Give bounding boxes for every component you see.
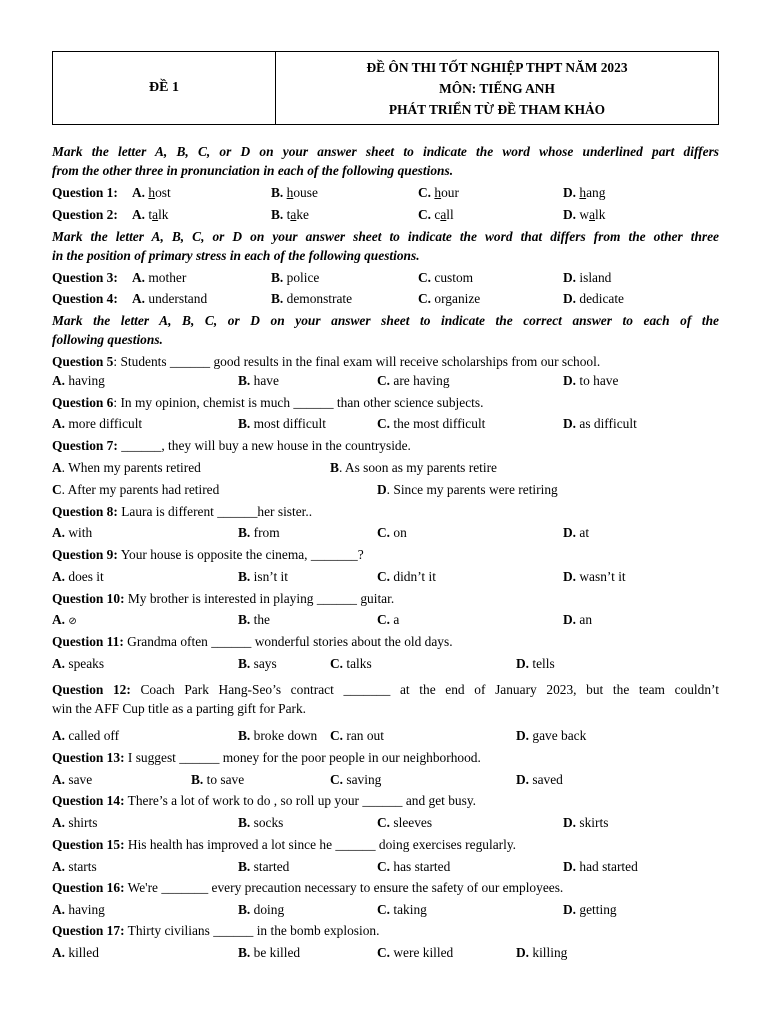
text-span: sleeves (393, 815, 433, 830)
text-span: saved (532, 772, 563, 787)
bold-label: Question 10: (52, 591, 125, 606)
text-span: had started (579, 859, 638, 874)
text-span: were killed (393, 945, 454, 960)
bold-label: Question 9: (52, 547, 118, 562)
bold-label: C. (377, 525, 391, 540)
bold-label: C. (330, 656, 344, 671)
answer-option (271, 183, 318, 202)
answer-option (377, 371, 450, 390)
text-span: Coach Park Hang-Seo’s contract _______ at the end of January 2023, but the team couldn’t (130, 682, 719, 697)
bold-label: A. (52, 728, 66, 743)
bold-label: B. (238, 728, 251, 743)
text-span: our (441, 185, 459, 200)
bold-label: D. (563, 815, 577, 830)
bold-label: C. (377, 569, 391, 584)
bold-label: A. (132, 185, 146, 200)
bold-label: C (52, 482, 62, 497)
bold-label: D. (563, 525, 577, 540)
text-span: : Students ______ good results in the final exam will receive scholarships from our school. (113, 354, 601, 369)
bold-label: A. (52, 612, 66, 627)
text-span: isn’t it (253, 569, 288, 584)
answer-option (330, 770, 381, 789)
text-span: on (393, 525, 407, 540)
bold-label: C. (377, 612, 391, 627)
bold-label: C. (330, 728, 344, 743)
bold-label: Question 17: (52, 923, 125, 938)
text-span: having (68, 902, 105, 917)
bold-label: C. (377, 373, 391, 388)
text-span: didn’t it (393, 569, 436, 584)
text-span: a (393, 612, 400, 627)
text-span: having (68, 373, 105, 388)
bold-label: Question 7: (52, 438, 118, 453)
answer-option (271, 268, 319, 287)
bold-label: A. (52, 859, 66, 874)
bold-label: Question 11: (52, 634, 124, 649)
question-8-stem (52, 502, 719, 521)
text-span: does it (68, 569, 104, 584)
answer-option (52, 813, 97, 832)
bold-label: D. (563, 207, 577, 222)
bold-label: D. (563, 373, 577, 388)
answer-option (516, 770, 563, 789)
instruction-stress-line2: in the position of primary stress in each of the following questions. (52, 248, 420, 263)
answer-option (563, 371, 618, 390)
text-span: organize (434, 291, 481, 306)
bold-label: B. (238, 902, 251, 917)
text-span: . When my parents retired (61, 460, 201, 475)
text-span: gave back (532, 728, 587, 743)
text-span: ke (296, 207, 309, 222)
text-span: taking (393, 902, 427, 917)
bold-label: Question 14: (52, 793, 125, 808)
bold-label: B. (238, 656, 251, 671)
answer-option (563, 857, 638, 876)
text-span: island (579, 270, 612, 285)
question-label: Question 1: (52, 185, 118, 200)
answer-option (238, 523, 280, 542)
answer-option (563, 567, 626, 586)
answer-option (563, 610, 592, 629)
text-span: starts (68, 859, 97, 874)
bold-label: A. (52, 525, 66, 540)
bold-label: D. (516, 772, 530, 787)
text-span: to have (579, 373, 619, 388)
answer-option (52, 943, 99, 962)
answer-option (377, 813, 432, 832)
exam-title-block (276, 52, 718, 124)
text-span: from (253, 525, 280, 540)
question-3 (52, 268, 719, 287)
bold-label: C. (377, 859, 391, 874)
instruction-pronunciation-line1: Mark the letter A, B, C, or D on your answer sheet to indicate the word whose underlined part differs (52, 144, 719, 159)
exam-subject: MÔN: TIẾNG ANH (439, 80, 555, 96)
bold-label: D. (563, 185, 577, 200)
underlined-letters: h (579, 185, 587, 200)
bold-label: B. (271, 270, 284, 285)
text-span: Thirty civilians ______ in the bomb explosion. (124, 923, 380, 938)
text-span: w (579, 207, 590, 222)
text-span: wasn’t it (579, 569, 626, 584)
answer-option (238, 371, 279, 390)
text-span: the (253, 612, 270, 627)
bold-label: Question 3: (52, 270, 118, 285)
text-span: Laura is different ______her sister.. (117, 504, 313, 519)
bold-label: A. (52, 569, 66, 584)
bold-label: B. (238, 612, 251, 627)
bold-label: A. (132, 270, 146, 285)
text-span: has started (393, 859, 451, 874)
question-11-stem (52, 632, 719, 651)
bold-label: D. (563, 270, 577, 285)
question-6-stem (52, 393, 719, 412)
answer-option (238, 567, 288, 586)
answer-option (52, 857, 97, 876)
bold-label: B. (238, 815, 251, 830)
question-13-stem (52, 748, 719, 767)
answer-option (52, 458, 201, 477)
question-4 (52, 289, 719, 308)
text-span: . As soon as my parents retire (338, 460, 497, 475)
answer-option (330, 458, 497, 477)
text-span: have (253, 373, 279, 388)
empty-set-icon: ⊘ (68, 616, 77, 627)
bold-label: Question 15: (52, 837, 125, 852)
bold-label: D. (563, 416, 577, 431)
exam-title: ĐỀ ÔN THI TỐT NGHIỆP THPT NĂM 2023 (366, 59, 628, 75)
question-14-stem (52, 791, 719, 810)
text-span: . Since my parents were retiring (386, 482, 558, 497)
text-span: . After my parents had retired (61, 482, 220, 497)
answer-option (238, 654, 277, 673)
answer-option (516, 726, 586, 745)
text-span: lk (158, 207, 169, 222)
answer-option (191, 770, 244, 789)
text-span: killed (68, 945, 99, 960)
answer-option (238, 857, 289, 876)
exam-header (52, 51, 719, 125)
underlined-letters: a (290, 207, 297, 222)
answer-option (418, 289, 480, 308)
text-span: ouse (293, 185, 318, 200)
question-label: Question 2: (52, 207, 118, 222)
question-9-stem (52, 545, 719, 564)
text-span: started (253, 859, 290, 874)
text-span: demonstrate (286, 291, 353, 306)
answer-option (563, 268, 611, 287)
bold-label: C. (377, 416, 391, 431)
text-span: dedicate (579, 291, 624, 306)
text-span: the most difficult (393, 416, 486, 431)
instruction-correct-line2: following questions. (52, 332, 163, 347)
bold-label: D. (516, 728, 530, 743)
answer-option (52, 371, 105, 390)
text-span: ang (586, 185, 606, 200)
underlined-letters: a (589, 207, 596, 222)
underlined-letters: a (440, 207, 447, 222)
answer-option (52, 610, 77, 631)
bold-label: D. (516, 945, 530, 960)
text-span: killing (532, 945, 568, 960)
question-5-stem (52, 352, 719, 371)
text-span: called off (68, 728, 120, 743)
answer-option (52, 770, 92, 789)
answer-option (563, 523, 589, 542)
answer-option (238, 813, 283, 832)
instruction-pronunciation-line2: from the other three in pronunciation in each of the following questions. (52, 163, 454, 178)
text-span: Grandma often ______ wonderful stories about the old days. (123, 634, 453, 649)
bold-label: D (377, 482, 387, 497)
exam-source: PHÁT TRIỂN TỪ ĐỀ THAM KHẢO (388, 101, 606, 117)
answer-option (52, 480, 219, 499)
answer-option (271, 289, 352, 308)
text-span: shirts (68, 815, 98, 830)
bold-label: C. (418, 185, 432, 200)
text-span: I suggest ______ money for the poor people in our neighborhood. (124, 750, 481, 765)
bold-label: B. (238, 569, 251, 584)
answer-option (52, 900, 105, 919)
text-span: socks (253, 815, 284, 830)
answer-option (563, 900, 617, 919)
bold-label: A. (132, 291, 146, 306)
bold-label: A. (52, 902, 66, 917)
bold-label: Question 8: (52, 504, 118, 519)
text-span: ______, they will buy a new house in the countryside. (117, 438, 411, 453)
bold-label: B. (238, 373, 251, 388)
instruction-stress-line1: Mark the letter A, B, C, or D on your answer sheet to indicate the word that differs from the other three (52, 229, 719, 244)
bold-label: C. (377, 945, 391, 960)
text-span: says (253, 656, 277, 671)
answer-option (377, 480, 558, 499)
text-span: broke down (253, 728, 318, 743)
answer-option (418, 268, 473, 287)
answer-option (238, 943, 300, 962)
text-span: most difficult (253, 416, 326, 431)
text-span: custom (434, 270, 474, 285)
answer-option (330, 654, 372, 673)
answer-option (330, 726, 384, 745)
question-17-stem (52, 921, 719, 940)
text-span: There’s a lot of work to do , so roll up your ______ and get busy. (124, 793, 477, 808)
underlined-letters: a (152, 207, 159, 222)
text-span: : In my opinion, chemist is much ______ than other science subjects. (113, 395, 484, 410)
bold-label: C. (418, 291, 432, 306)
answer-option (238, 726, 317, 745)
question-7-stem (52, 436, 719, 455)
text-span: save (68, 772, 93, 787)
bold-label: D. (563, 902, 577, 917)
text-span: talks (346, 656, 372, 671)
bold-label: A. (52, 945, 66, 960)
bold-label: Question 16: (52, 880, 125, 895)
bold-label: D. (563, 612, 577, 627)
instruction-correct-line1: Mark the letter A, B, C, or D on your answer sheet to indicate the correct answer to each of the (52, 313, 719, 328)
answer-option (271, 205, 309, 224)
bold-label: C. (418, 207, 432, 222)
question-16-stem (52, 878, 719, 897)
answer-option (516, 654, 555, 673)
text-span: understand (148, 291, 208, 306)
bold-label: A (52, 460, 62, 475)
question-10-stem (52, 589, 719, 608)
bold-label: A. (132, 207, 146, 222)
question-15-stem (52, 835, 719, 854)
answer-option (377, 857, 450, 876)
text-span: speaks (68, 656, 105, 671)
bold-label: Question 13: (52, 750, 125, 765)
bold-label: B. (271, 207, 284, 222)
answer-option (132, 289, 207, 308)
bold-label: B. (238, 859, 251, 874)
bold-label: Question 12: (52, 682, 131, 697)
answer-option (52, 726, 119, 745)
answer-option (52, 523, 92, 542)
text-span: police (286, 270, 320, 285)
bold-label: A. (52, 656, 66, 671)
question-1 (52, 183, 719, 202)
underlined-letters: h (286, 185, 294, 200)
answer-option (377, 900, 427, 919)
bold-label: B. (191, 772, 204, 787)
answer-option (132, 183, 171, 202)
question-12-stem-line2: win the AFF Cup title as a parting gift for Park. (52, 701, 307, 716)
text-span: t (286, 207, 291, 222)
answer-option (516, 943, 567, 962)
text-span: My brother is interested in playing ______ guitar. (124, 591, 395, 606)
answer-option (377, 610, 399, 629)
bold-label: D. (563, 569, 577, 584)
answer-option (132, 268, 186, 287)
bold-label: B. (271, 291, 284, 306)
underlined-letters: h (148, 185, 156, 200)
text-span: more difficult (68, 416, 143, 431)
answer-option (238, 414, 326, 433)
answer-option (418, 205, 454, 224)
bold-label: A. (52, 815, 66, 830)
bold-label: A. (52, 373, 66, 388)
text-span: Your house is opposite the cinema, _______? (117, 547, 364, 562)
bold-label: Question 4: (52, 291, 118, 306)
answer-option (52, 414, 142, 433)
answer-option (377, 943, 453, 962)
bold-label: B. (238, 525, 251, 540)
bold-label: C. (330, 772, 344, 787)
bold-label: A. (52, 772, 66, 787)
question-12-stem (52, 680, 719, 699)
bold-label: B. (271, 185, 284, 200)
bold-label: C. (377, 902, 391, 917)
text-span: to save (206, 772, 245, 787)
answer-option (563, 205, 605, 224)
answer-option (418, 183, 459, 202)
answer-option (563, 813, 608, 832)
text-span: lk (595, 207, 606, 222)
text-span: doing (253, 902, 285, 917)
text-span: with (68, 525, 93, 540)
text-span: saving (346, 772, 382, 787)
bold-label: C. (418, 270, 432, 285)
text-span: t (148, 207, 153, 222)
underlined-letters: h (434, 185, 442, 200)
answer-option (377, 414, 485, 433)
bold-label: D. (563, 291, 577, 306)
answer-option (52, 654, 104, 673)
text-span: mother (148, 270, 187, 285)
answer-option (132, 205, 169, 224)
text-span: His health has improved a lot since he ______ doing exercises regularly. (124, 837, 516, 852)
answer-option (563, 289, 624, 308)
text-span: at (579, 525, 590, 540)
text-span: are having (393, 373, 450, 388)
text-span: ost (155, 185, 171, 200)
text-span: as difficult (579, 416, 637, 431)
answer-option (377, 567, 436, 586)
text-span: an (579, 612, 593, 627)
answer-option (52, 567, 104, 586)
text-span: tells (532, 656, 555, 671)
bold-label: Question 6 (52, 395, 114, 410)
exam-code: ĐỀ 1 (53, 52, 276, 124)
bold-label: B. (238, 945, 251, 960)
answer-option (377, 523, 407, 542)
answer-option (563, 414, 637, 433)
answer-option (238, 900, 284, 919)
text-span: ran out (346, 728, 384, 743)
text-span: c (434, 207, 441, 222)
text-span: skirts (579, 815, 609, 830)
bold-label: B. (238, 416, 251, 431)
bold-label: D. (516, 656, 530, 671)
answer-option (238, 610, 270, 629)
text-span: ll (446, 207, 454, 222)
bold-label: C. (377, 815, 391, 830)
text-span: be killed (253, 945, 301, 960)
bold-label: Question 5 (52, 354, 114, 369)
question-2 (52, 205, 719, 224)
bold-label: D. (563, 859, 577, 874)
bold-label: B (330, 460, 339, 475)
text-span: We're _______ every precaution necessary to ensure the safety of our employees. (124, 880, 564, 895)
text-span: getting (579, 902, 617, 917)
bold-label: A. (52, 416, 66, 431)
answer-option (563, 183, 605, 202)
